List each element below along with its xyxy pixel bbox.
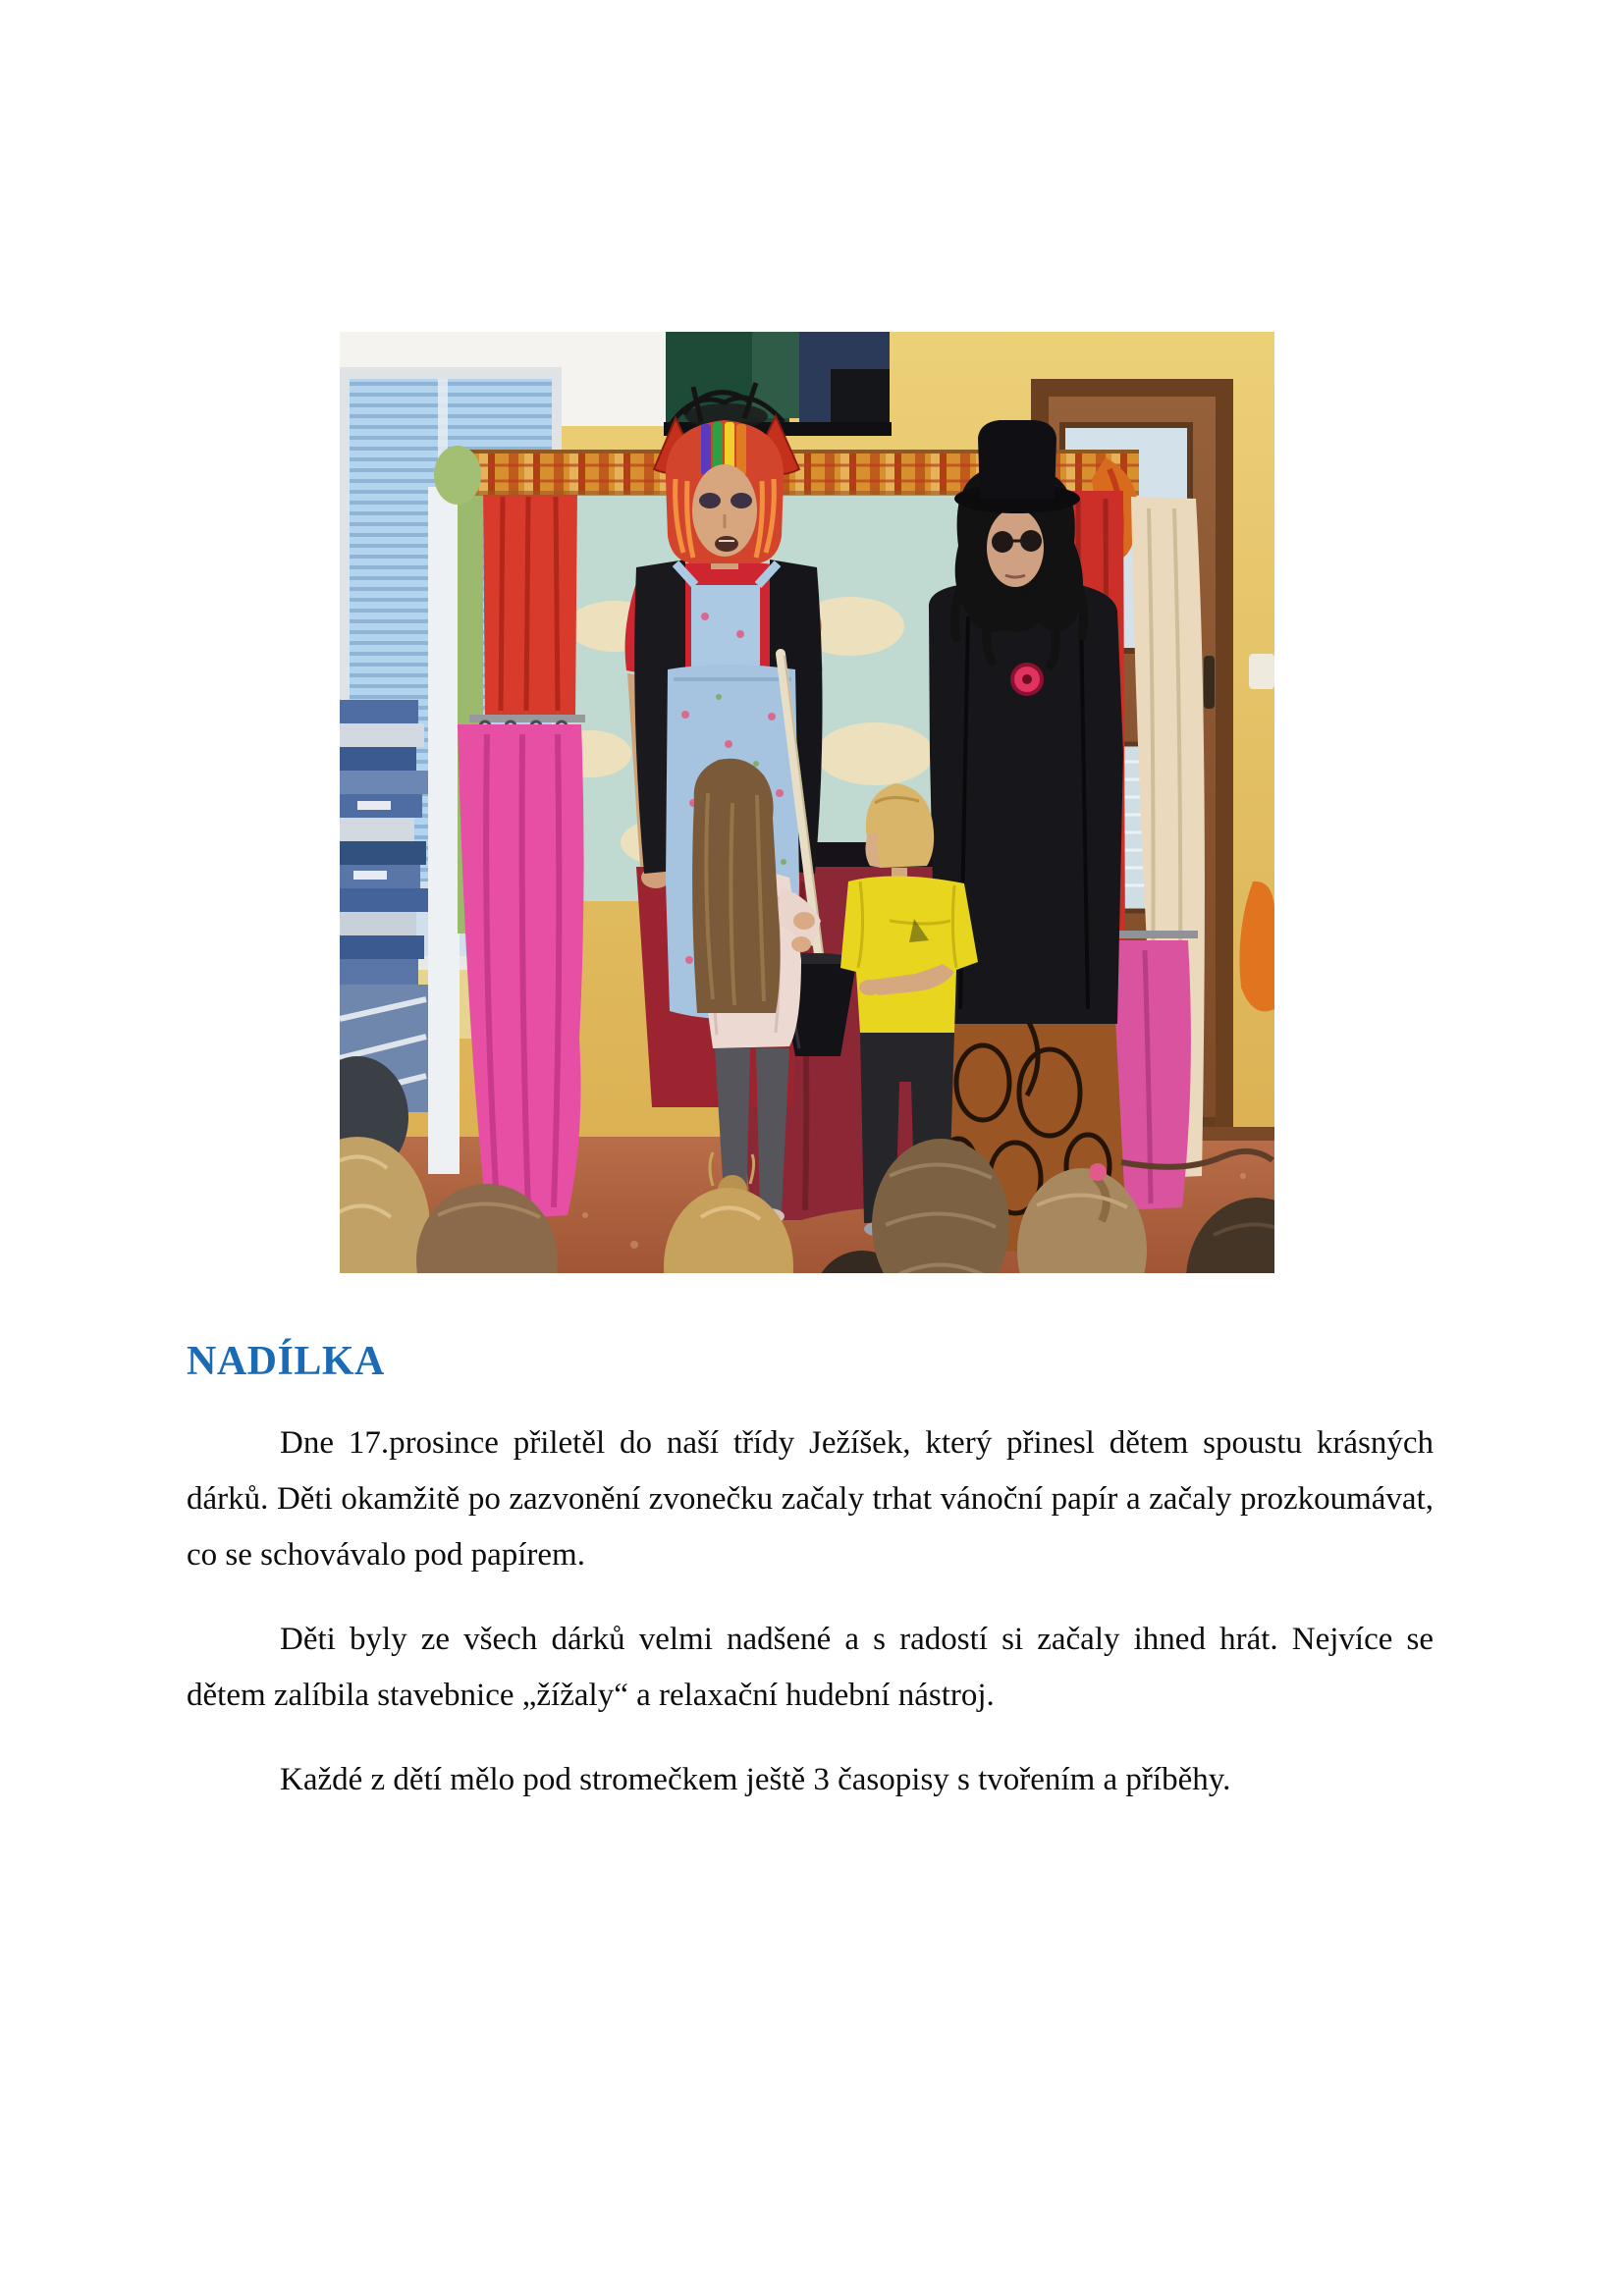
white-curtain-left bbox=[428, 487, 460, 1174]
door-handle bbox=[1204, 656, 1215, 709]
sunglasses-left bbox=[992, 531, 1013, 553]
devil-eye-left bbox=[699, 493, 721, 508]
red-pin-center bbox=[1022, 674, 1032, 684]
sunglasses-right bbox=[1020, 530, 1042, 552]
page-title: NADÍLKA bbox=[187, 1339, 385, 1384]
stacked-cots bbox=[340, 700, 430, 1178]
event-photo bbox=[340, 332, 1274, 1273]
paragraph-1: Dne 17.prosince přiletěl do naší třídy Ježíšek, který přinesl dětem spoustu krásných dárků. Děti okamžitě po zazvonění zvonečku začaly trhat vánoční papír a začaly prozkoumávat, co se schovávalo pod papírem. bbox=[187, 1425, 1434, 1573]
devil-eye-right bbox=[731, 493, 752, 508]
girl-hand-lower bbox=[791, 936, 811, 952]
boy-hand bbox=[859, 980, 881, 995]
photo-illustration bbox=[340, 332, 1274, 1273]
article bbox=[187, 1339, 1434, 1837]
pink-hair-bobble bbox=[1089, 1163, 1107, 1181]
paragraph-3: Každé z dětí mělo pod stromečkem ještě 3 časopisy s tvořením a příběhy. bbox=[280, 1762, 1231, 1797]
girl-hand-upper bbox=[793, 912, 815, 930]
valance-knot-left bbox=[434, 446, 481, 505]
top-hat-crown bbox=[978, 420, 1056, 499]
devil-mouth bbox=[715, 536, 738, 552]
paragraph-2: Děti byly ze všech dárků velmi nadšené a s radostí si začaly ihned hrát. Nejvíce se dětem zalíbila stavebnice „žížaly“ a relaxační hudební nástroj. bbox=[187, 1622, 1434, 1713]
headset-mic bbox=[1019, 587, 1027, 595]
apron-bib bbox=[691, 585, 760, 669]
light-switch bbox=[1249, 654, 1274, 689]
